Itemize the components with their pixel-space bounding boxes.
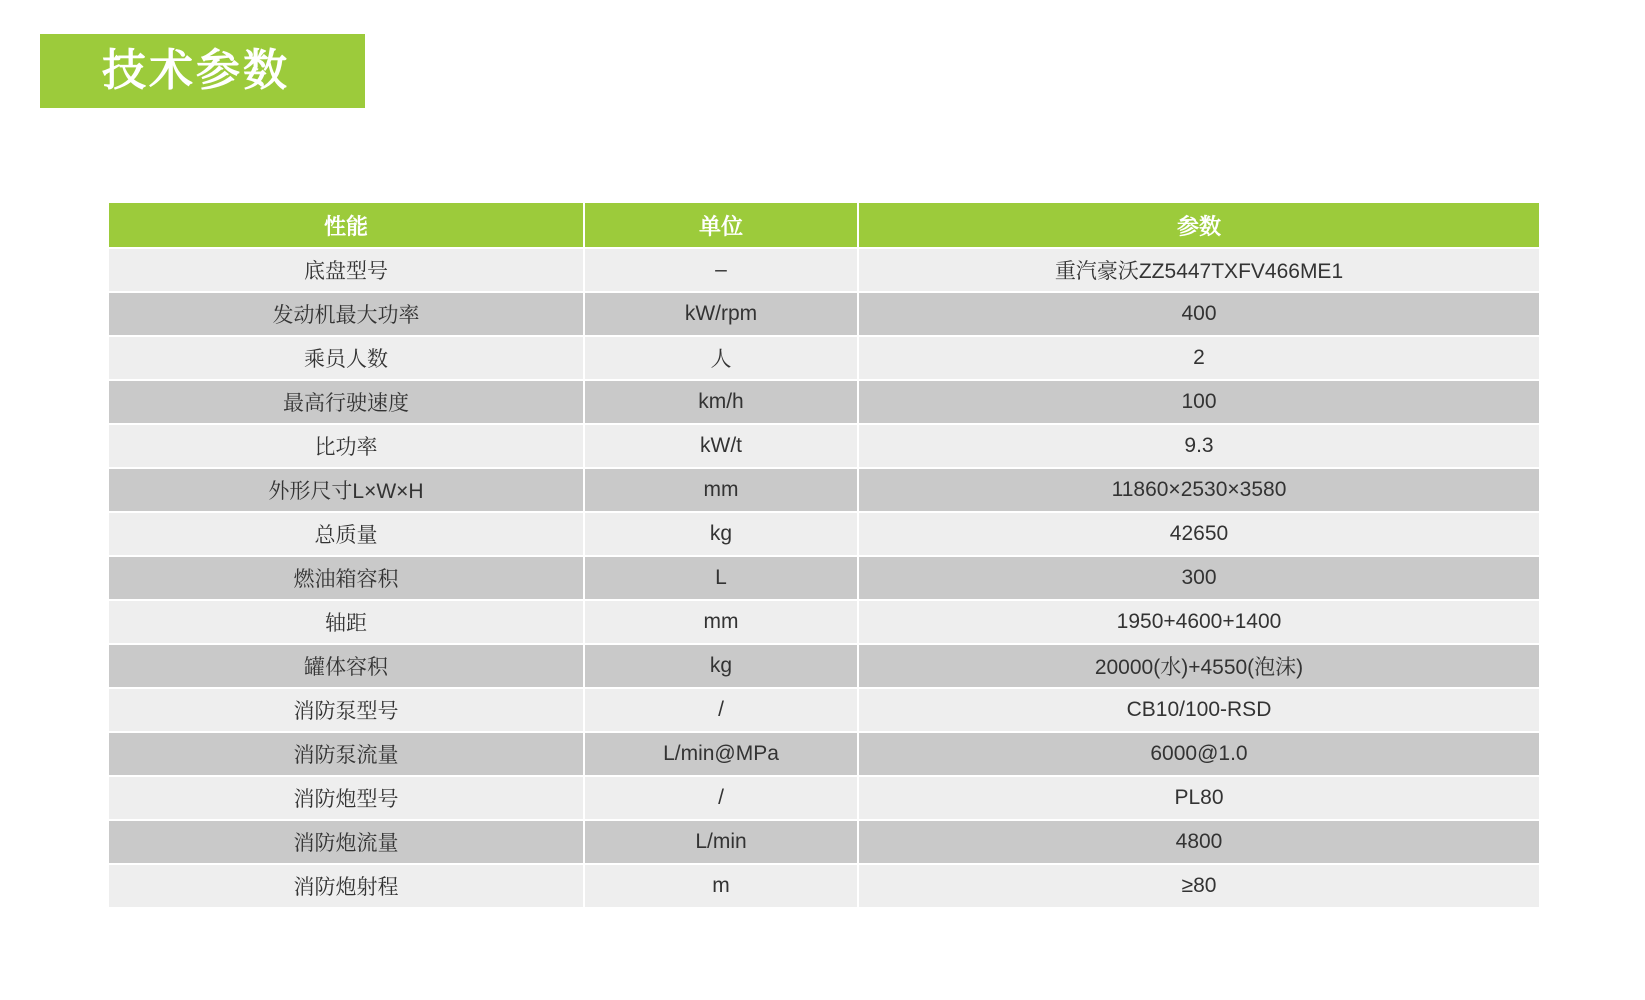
- cell-parameter: 20000(水)+4550(泡沫): [859, 645, 1539, 687]
- column-header-parameter: 参数: [859, 203, 1539, 247]
- cell-performance: 比功率: [109, 425, 583, 467]
- cell-unit: /: [585, 777, 857, 819]
- cell-parameter: 11860×2530×3580: [859, 469, 1539, 511]
- cell-parameter: 4800: [859, 821, 1539, 863]
- cell-performance: 发动机最大功率: [109, 293, 583, 335]
- cell-performance: 消防泵流量: [109, 733, 583, 775]
- cell-unit: –: [585, 249, 857, 291]
- cell-unit: kW/t: [585, 425, 857, 467]
- cell-parameter: CB10/100-RSD: [859, 689, 1539, 731]
- cell-performance: 外形尺寸L×W×H: [109, 469, 583, 511]
- table-row: [109, 469, 1539, 511]
- page-title: 技术参数: [102, 46, 290, 95]
- cell-performance: 轴距: [109, 601, 583, 643]
- cell-unit: /: [585, 689, 857, 731]
- cell-unit: kW/rpm: [585, 293, 857, 335]
- cell-unit: kg: [585, 645, 857, 687]
- cell-unit: L/min@MPa: [585, 733, 857, 775]
- table-row: [109, 249, 1539, 291]
- table-row: [109, 557, 1539, 599]
- cell-unit: L/min: [585, 821, 857, 863]
- table-row: [109, 733, 1539, 775]
- table-row: [109, 865, 1539, 907]
- cell-unit: 人: [585, 337, 857, 379]
- table-body: [109, 249, 1539, 907]
- table-row: [109, 645, 1539, 687]
- cell-performance: 底盘型号: [109, 249, 583, 291]
- cell-performance: 消防炮射程: [109, 865, 583, 907]
- cell-parameter: 重汽豪沃ZZ5447TXFV466ME1: [859, 249, 1539, 291]
- cell-performance: 乘员人数: [109, 337, 583, 379]
- table-row: [109, 821, 1539, 863]
- cell-parameter: 6000@1.0: [859, 733, 1539, 775]
- table-row: [109, 601, 1539, 643]
- table-header-row: [109, 203, 1539, 247]
- cell-parameter: 2: [859, 337, 1539, 379]
- cell-parameter: 42650: [859, 513, 1539, 555]
- table-row: [109, 381, 1539, 423]
- cell-unit: L: [585, 557, 857, 599]
- cell-parameter: ≥80: [859, 865, 1539, 907]
- cell-parameter: PL80: [859, 777, 1539, 819]
- column-header-unit: 单位: [585, 203, 857, 247]
- cell-performance: 消防泵型号: [109, 689, 583, 731]
- table-row: [109, 513, 1539, 555]
- table-row: [109, 777, 1539, 819]
- cell-unit: mm: [585, 469, 857, 511]
- cell-parameter: 100: [859, 381, 1539, 423]
- cell-unit: mm: [585, 601, 857, 643]
- cell-performance: 消防炮型号: [109, 777, 583, 819]
- cell-performance: 总质量: [109, 513, 583, 555]
- table-row: [109, 425, 1539, 467]
- cell-parameter: 1950+4600+1400: [859, 601, 1539, 643]
- table-row: [109, 337, 1539, 379]
- cell-parameter: 400: [859, 293, 1539, 335]
- section-title-banner: [40, 34, 365, 108]
- cell-performance: 燃油箱容积: [109, 557, 583, 599]
- cell-performance: 罐体容积: [109, 645, 583, 687]
- cell-parameter: 300: [859, 557, 1539, 599]
- cell-unit: m: [585, 865, 857, 907]
- cell-unit: km/h: [585, 381, 857, 423]
- cell-unit: kg: [585, 513, 857, 555]
- technical-parameters-table: [107, 201, 1541, 909]
- table-row: [109, 293, 1539, 335]
- cell-performance: 最高行驶速度: [109, 381, 583, 423]
- column-header-performance: 性能: [109, 203, 583, 247]
- table-row: [109, 689, 1539, 731]
- table-header: [109, 203, 1539, 247]
- cell-parameter: 9.3: [859, 425, 1539, 467]
- cell-performance: 消防炮流量: [109, 821, 583, 863]
